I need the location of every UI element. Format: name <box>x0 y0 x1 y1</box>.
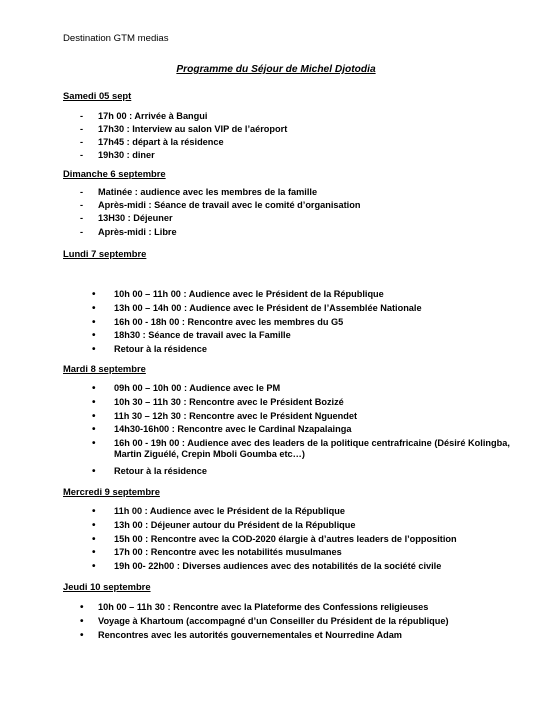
bullet-marker: • <box>92 289 96 300</box>
bullet-marker: • <box>80 602 84 613</box>
bullet-marker: • <box>92 344 96 355</box>
dash-marker: - <box>80 187 84 197</box>
day-heading-mardi: Mardi 8 septembre <box>63 363 146 374</box>
bullet-marker: • <box>92 466 96 477</box>
day-heading-dimanche: Dimanche 6 septembre <box>63 168 166 179</box>
day-heading-samedi: Samedi 05 sept <box>63 90 132 101</box>
bullet-marker: • <box>92 303 96 314</box>
bullet-marker: • <box>92 547 96 558</box>
bullet-marker: • <box>92 438 96 449</box>
bullet-marker: • <box>92 411 96 422</box>
header-source: Destination GTM medias <box>63 33 169 44</box>
dash-marker: - <box>80 150 84 160</box>
bullet-marker: • <box>92 561 96 572</box>
bullet-marker: • <box>92 506 96 517</box>
dash-marker: - <box>80 213 84 223</box>
bullet-marker: • <box>92 534 96 545</box>
dash-marker: - <box>80 200 84 210</box>
day-heading-mercredi: Mercredi 9 septembre <box>63 486 160 497</box>
page-title: Programme du Séjour de Michel Djotodia <box>176 64 376 75</box>
bullet-marker: • <box>80 630 84 641</box>
document-page: Destination GTM medias Programme du Séjour de Michel Djotodia Samedi 05 sept - 17h 00 : Arrivée à Bangui - 17h30 : Interview au salon VIP de l’aéroport - 17h45 : départ à la résidence - 19h30 : diner Dimanche 6 septembre - Matinée : audience avec les membres de la famille - Après-midi : Séance de travail avec le comité d’organisation - 13H30 : Déjeuner - Après-midi : Libre Lundi 7 septembre • 10h 00 – 11h 00 : Audience avec le Président de la République • 13h 00 – 14h 00 : Audience avec le Président de l’Assemblée Nationale • 16h 00 - 18h 00 : Rencontre avec les membres du G5 • 18h30 : Séance de travail avec la Famille • Retour à la résidence Mardi 8 septembre • 09h 00 – 10h 00 : Audience avec le PM • 10h 30 – 11h 30 : Rencontre avec le Président Bozizé • 11h 30 – 12h 30 : Rencontre avec le Président Nguendet • 14h30-16h00 : Rencontre avec le Cardinal Nzapalainga • 16h 00 - 19h 00 : Audience avec des leaders de la politique centrafricaine (Désiré Kolingba, Martin Ziguélé, Crepin Mboli Goumba etc…) • Retour à la résidence Mercredi 9 septembre • 11h 00 : Audience avec le Président de la République • 13h 00 : Déjeuner autour du Président de la République • 15h 00 : Rencontre avec la COD-2020 élargie à d’autres leaders de l’opposition • 17h 00 : Rencontre avec les notabilités musulmanes • 19h 00- 22h00 : Diverses audiences avec des notabilités de la société civile Jeudi 10 septembre • 10h 00 – 11h 30 : Rencontre avec la Plateforme des Confessions religieuses • Voyage à Khartoum (accompagné d’un Conseiller du Président de la république) • Rencontres avec les autorités gouvernementales et Nourredine Adam <box>0 0 552 714</box>
bullet-marker: • <box>92 397 96 408</box>
dash-marker: - <box>80 124 84 134</box>
bullet-marker: • <box>92 383 96 394</box>
dash-marker: - <box>80 227 84 237</box>
bullet-marker: • <box>92 317 96 328</box>
bullet-marker: • <box>80 616 84 627</box>
dash-marker: - <box>80 111 84 121</box>
bullet-marker: • <box>92 520 96 531</box>
dash-marker: - <box>80 137 84 147</box>
day-heading-jeudi: Jeudi 10 septembre <box>63 581 151 592</box>
day-heading-lundi: Lundi 7 septembre <box>63 248 147 259</box>
bullet-marker: • <box>92 330 96 341</box>
bullet-marker: • <box>92 424 96 435</box>
